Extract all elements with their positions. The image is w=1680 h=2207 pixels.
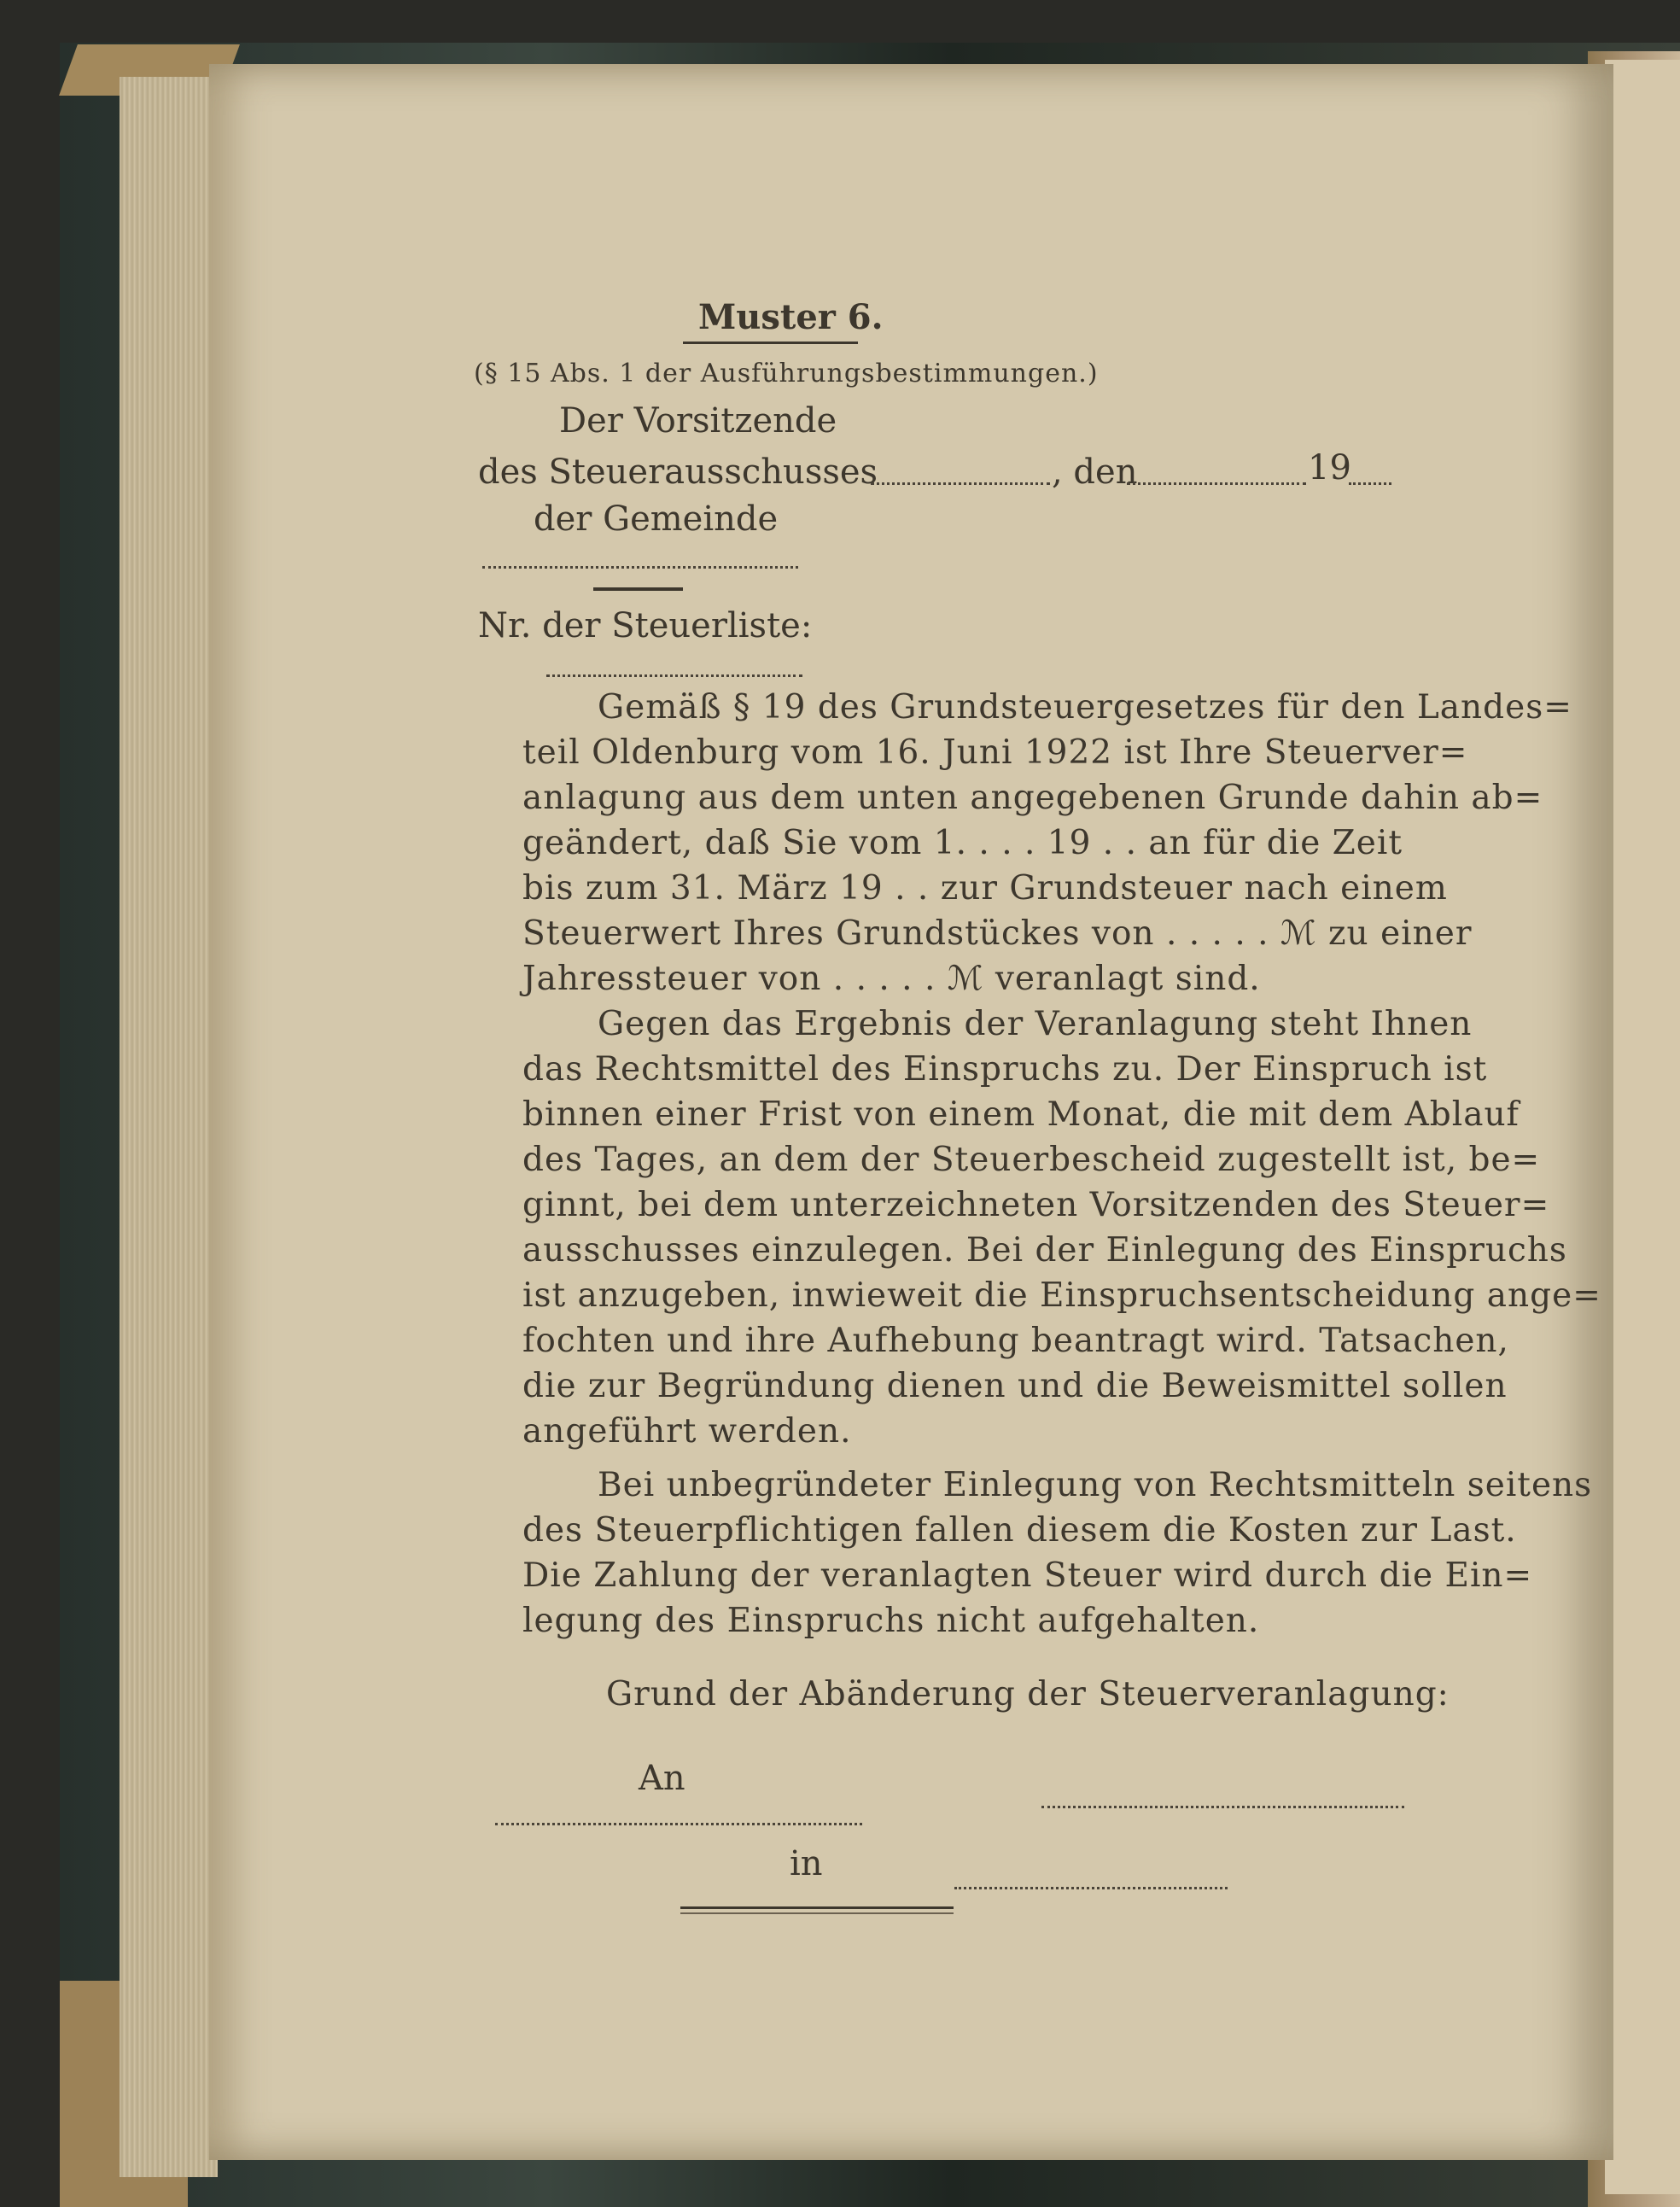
tax-list-blank xyxy=(546,674,802,677)
tax-list-label: Nr. der Steuerliste: xyxy=(478,606,813,645)
paragraph-line: die zur Begründung dienen und die Beweismittel sollen xyxy=(522,1367,1508,1405)
paragraph-line: Gegen das Ergebnis der Veranlagung steht Ihnen xyxy=(598,1005,1473,1043)
closing-rule-bottom xyxy=(680,1912,954,1914)
paragraph-line: ist anzugeben, inwieweit die Einspruchsentscheidung ange= xyxy=(522,1276,1601,1315)
closing-rule-top xyxy=(680,1906,954,1909)
paragraph-line: ginnt, bei dem unterzeichneten Vorsitzenden des Steuer= xyxy=(522,1186,1550,1224)
date-blank xyxy=(1127,482,1306,485)
form-title: Muster 6. xyxy=(698,297,884,337)
gemeinde-blank xyxy=(482,566,798,569)
address-name-blank xyxy=(1041,1806,1404,1808)
address-place-blank xyxy=(954,1887,1228,1889)
sender-line-2: des Steuerausschusses xyxy=(478,452,878,492)
title-underline xyxy=(683,342,858,344)
date-den-label: , den xyxy=(1052,452,1138,492)
address-line-blank xyxy=(495,1823,862,1825)
reference-note: (§ 15 Abs. 1 der Ausführungsbestimmungen.) xyxy=(474,359,1099,388)
sender-line-3: der Gemeinde xyxy=(534,499,779,539)
paragraph-line: Die Zahlung der veranlagten Steuer wird durch die Ein= xyxy=(522,1556,1533,1595)
paragraph-line: fochten und ihre Aufhebung beantragt wird. Tatsachen, xyxy=(522,1322,1509,1360)
sender-line-1: Der Vorsitzende xyxy=(559,401,837,441)
paragraph-line: legung des Einspruchs nicht aufgehalten. xyxy=(522,1602,1260,1640)
paragraph-line: das Rechtsmittel des Einspruchs zu. Der Einspruch ist xyxy=(522,1050,1488,1089)
paragraph-line: bis zum 31. März 19 . . zur Grundsteuer nach einem xyxy=(522,869,1448,908)
paragraph-line: angeführt werden. xyxy=(522,1412,852,1451)
address-an-label: An xyxy=(639,1759,685,1798)
paragraph-line: Gemäß § 19 des Grundsteuergesetzes für den Landes= xyxy=(598,688,1572,727)
year-blank xyxy=(1349,482,1391,485)
paragraph-line: binnen einer Frist von einem Monat, die mit dem Ablauf xyxy=(522,1095,1520,1134)
paragraph-line: Jahressteuer von . . . . . ℳ veranlagt sind. xyxy=(522,960,1261,998)
paragraph-line: des Steuerpflichtigen fallen diesem die Kosten zur Last. xyxy=(522,1511,1517,1550)
divider-short xyxy=(593,587,683,591)
paragraph-line: teil Oldenburg vom 16. Juni 1922 ist Ihre Steuerver= xyxy=(522,733,1468,772)
place-blank xyxy=(871,482,1050,485)
reason-label: Grund der Abänderung der Steuerveranlagung: xyxy=(606,1675,1450,1714)
paragraph-line: des Tages, an dem der Steuerbescheid zugestellt ist, be= xyxy=(522,1141,1541,1179)
paragraph-line: geändert, daß Sie vom 1. . . . 19 . . an für die Zeit xyxy=(522,824,1403,862)
facing-page-edge xyxy=(1605,60,1680,2194)
date-year-label: 19 xyxy=(1308,448,1351,488)
paragraph-line: Bei unbegründeter Einlegung von Rechtsmitteln seitens xyxy=(598,1466,1593,1504)
address-in-label: in xyxy=(790,1844,823,1883)
paragraph-line: Steuerwert Ihres Grundstückes von . . . . . ℳ zu einer xyxy=(522,914,1473,953)
paragraph-line: anlagung aus dem unten angegebenen Grunde dahin ab= xyxy=(522,779,1543,817)
page-stack-edge xyxy=(120,77,218,2177)
paragraph-line: ausschusses einzulegen. Bei der Einlegung des Einspruchs xyxy=(522,1231,1567,1270)
